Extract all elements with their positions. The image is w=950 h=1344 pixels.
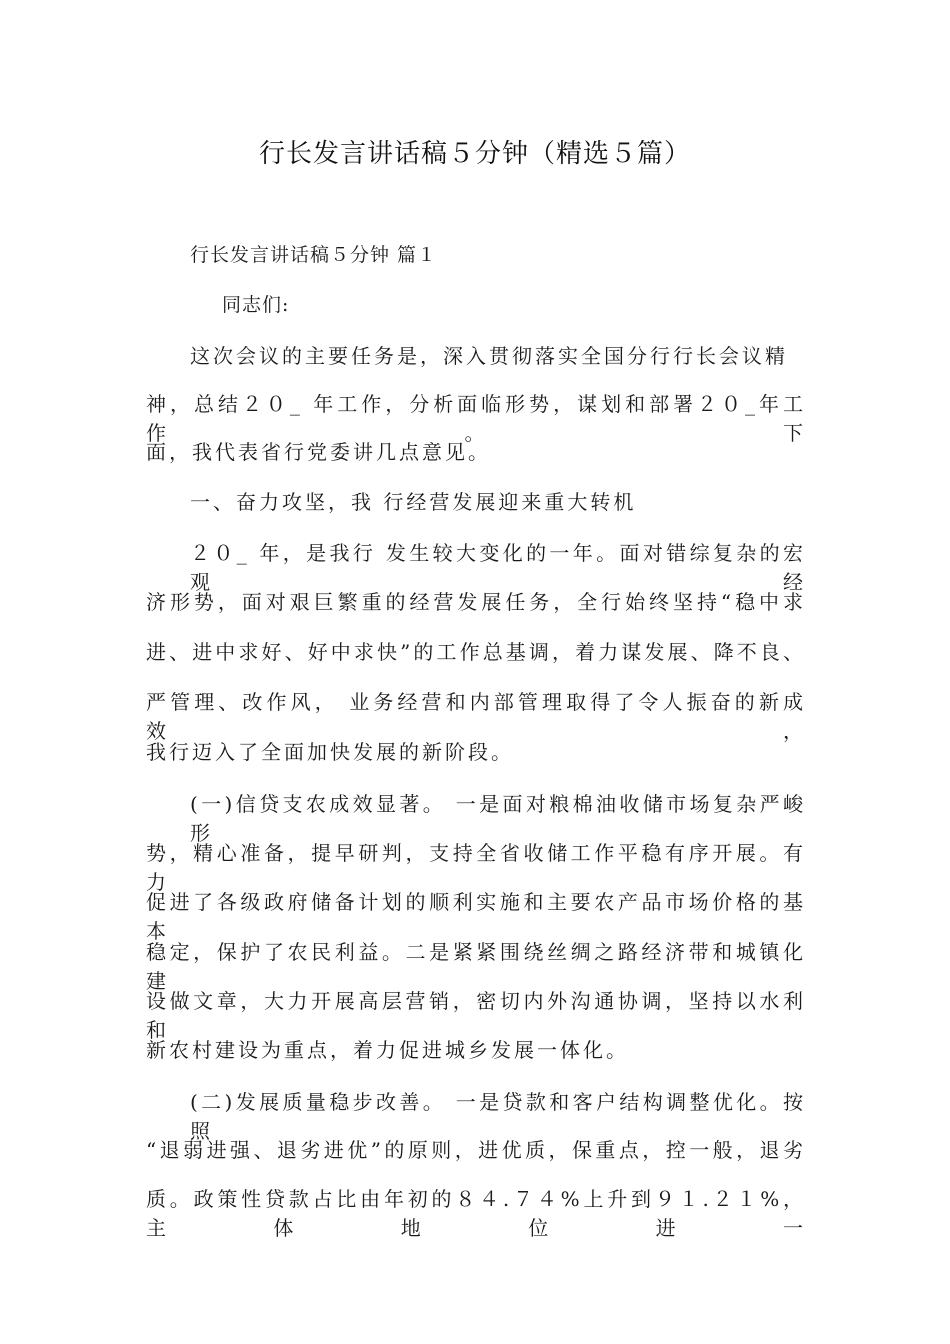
body-line: 神，总结２０_ 年工作，分析面临形势，谋划和部署２０_年工作。下 [146, 392, 806, 445]
body-line: 稳定，保护了农民利益。二是紧紧围绕丝绸之路经济带和城镇化建 [146, 940, 806, 993]
body-line: 严管理、改作风， 业务经营和内部管理取得了令人振奋的新成效， [146, 690, 806, 743]
body-line: 势，精心准备，提早研判，支持全省收储工作平稳有序开展。有力 [146, 841, 806, 894]
body-line: 质。政策性贷款占比由年初的８４.７４%上升到９１.２１%，主体地位进一 [146, 1187, 806, 1240]
body-line: (二)发展质量稳步改善。 一是贷款和客户结构调整优化。按照 [190, 1090, 806, 1143]
document-title: 行长发言讲话稿５分钟（精选５篇） [258, 139, 691, 169]
body-line: 促进了各级政府储备计划的顺利实施和主要农产品市场价格的基本 [146, 890, 806, 943]
body-line: 进、进中求好、好中求快”的工作总基调，着力谋发展、降不良、 [146, 640, 806, 664]
section-subheading: 行长发言讲话稿５分钟 篇１ [190, 244, 438, 266]
greeting: 同志们: [222, 294, 290, 316]
body-line: (一)信贷支农成效显著。 一是面对粮棉油收储市场复杂严峻形 [190, 792, 806, 845]
body-line: ２０_ 年，是我行 发生较大变化的一年。面对错综复杂的宏观经 [190, 541, 806, 594]
body-line: 新农村建设为重点，着力促进城乡发展一体化。 [146, 1038, 629, 1062]
body-line: “退弱进强、退劣进优”的原则，进优质，保重点，控一般，退劣 [146, 1138, 806, 1162]
body-line: 这次会议的主要任务是，深入贯彻落实全国分行行长会议精 [190, 344, 788, 368]
section-heading: 一、奋力攻坚，我 行经营发展迎来重大转机 [190, 490, 637, 514]
body-line: 济形势，面对艰巨繁重的经营发展任务，全行始终坚持“稳中求 [146, 590, 806, 614]
body-line: 设做文章，大力开展高层营销，密切内外沟通协调，坚持以水利和 [146, 989, 806, 1042]
body-line: 面，我代表省行党委讲几点意见。 [146, 440, 491, 464]
body-line: 我行迈入了全面加快发展的新阶段。 [146, 740, 514, 764]
